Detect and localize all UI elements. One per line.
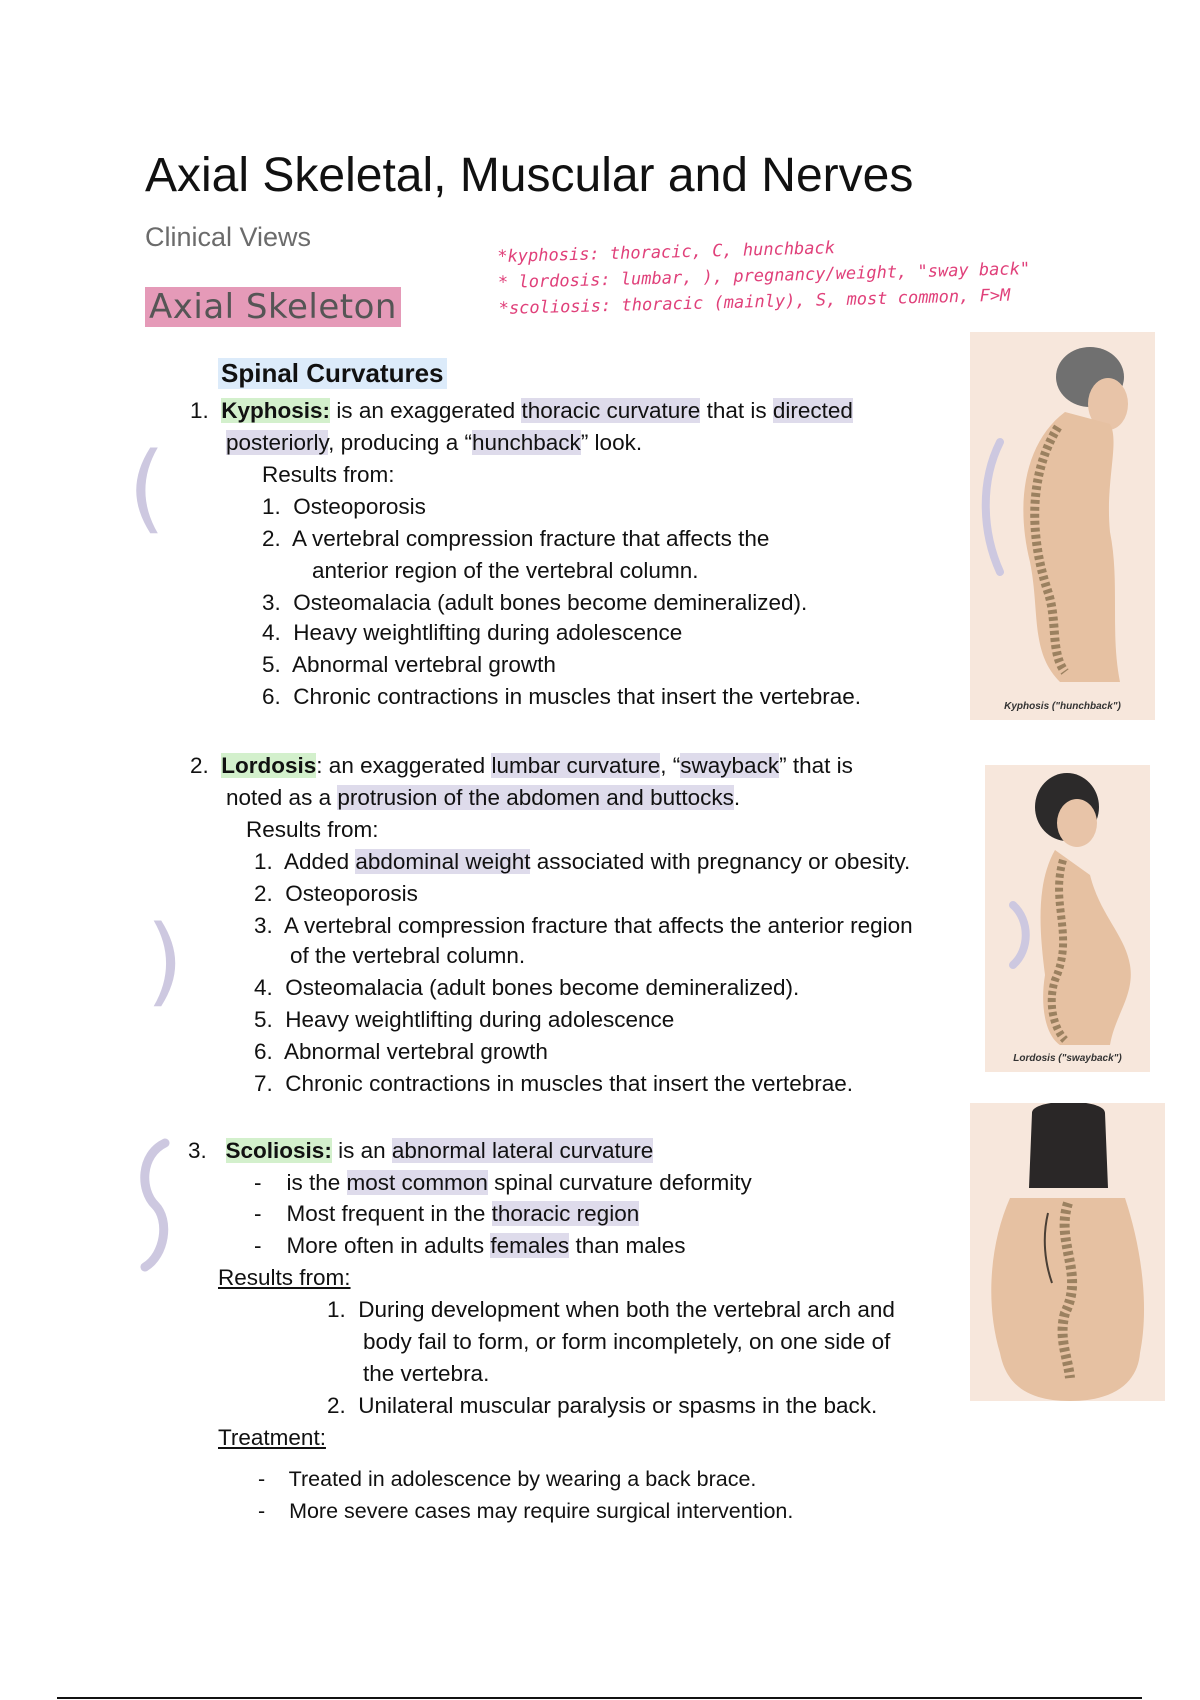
- list-item: - Treated in adolescence by wearing a back brace.: [258, 1467, 757, 1491]
- list-item: 3. Osteomalacia (adult bones become demineralized).: [262, 590, 808, 615]
- list-item: of the vertebral column.: [290, 943, 526, 968]
- paren-curve-doodle: ): [146, 905, 184, 1017]
- list-item: 6. Chronic contractions in muscles that insert the vertebrae.: [262, 684, 862, 709]
- list-item: 4. Osteomalacia (adult bones become demineralized).: [254, 975, 800, 1000]
- list-item: - More severe cases may require surgical intervention.: [258, 1499, 794, 1523]
- lordosis-line-1: 2. Lordosis: an exaggerated lumbar curvature, “swayback” that is: [190, 753, 853, 778]
- c-curve-doodle: (: [128, 432, 166, 544]
- list-item: 7. Chronic contractions in muscles that insert the vertebrae.: [254, 1071, 854, 1096]
- list-item: 1. During development when both the vertebral arch and: [327, 1297, 895, 1322]
- kyphosis-term: Kyphosis:: [221, 398, 331, 423]
- s-curve-doodle: [135, 1135, 175, 1275]
- list-item: the vertebra.: [363, 1361, 490, 1386]
- list-item: 4. Heavy weightlifting during adolescence: [262, 620, 683, 645]
- lordosis-term: Lordosis: [221, 753, 317, 778]
- kyphosis-figure: [970, 332, 1155, 720]
- kyphosis-line-1: 1. Kyphosis: is an exaggerated thoracic curvature that is directed: [190, 398, 853, 423]
- lordosis-illustration: [985, 765, 1150, 1045]
- section-heading: Axial Skeleton: [145, 287, 401, 327]
- list-item: 3. A vertebral compression fracture that affects the anterior region: [254, 913, 913, 938]
- list-item: - Most frequent in the thoracic region: [254, 1201, 640, 1226]
- list-item: 5. Abnormal vertebral growth: [262, 652, 556, 677]
- list-item: 1. Osteoporosis: [262, 494, 426, 519]
- list-item: anterior region of the vertebral column.: [312, 558, 699, 583]
- scoliosis-results-label: Results from:: [218, 1265, 351, 1290]
- note-lordosis: * lordosis: lumbar, ), pregnancy/weight, "sway back": [497, 259, 1031, 293]
- handwritten-notes: [497, 230, 1031, 322]
- kyphosis-caption: Kyphosis ("hunchback"): [1004, 701, 1121, 712]
- scoliosis-line-1: 3. Scoliosis: is an abnormal lateral curvature: [188, 1138, 654, 1163]
- list-item: 6. Abnormal vertebral growth: [254, 1039, 548, 1064]
- list-item: 5. Heavy weightlifting during adolescence: [254, 1007, 675, 1032]
- list-item: body fail to form, or form incompletely, on one side of: [363, 1329, 891, 1354]
- kyphosis-results-label: Results from:: [262, 462, 395, 487]
- page-title: Axial Skeletal, Muscular and Nerves: [145, 149, 914, 202]
- page-bottom-rule: [57, 1697, 1142, 1699]
- list-item: - More often in adults females than males: [254, 1233, 686, 1258]
- list-item: 2. A vertebral compression fracture that affects the: [262, 526, 770, 551]
- page-subtitle: Clinical Views: [145, 222, 312, 252]
- scoliosis-illustration: [970, 1103, 1165, 1401]
- scoliosis-treatment-label: Treatment:: [218, 1425, 326, 1450]
- scoliosis-figure: [970, 1103, 1165, 1401]
- scoliosis-term: Scoliosis:: [225, 1138, 332, 1163]
- list-item: 1. Added abdominal weight associated with pregnancy or obesity.: [254, 849, 911, 874]
- list-item: - is the most common spinal curvature deformity: [254, 1170, 752, 1195]
- note-scoliosis: *scoliosis: thoracic (mainly), S, most common, F>M: [498, 285, 1011, 319]
- lordosis-figure: [985, 765, 1150, 1072]
- lordosis-results-label: Results from:: [246, 817, 379, 842]
- kyphosis-illustration: [970, 332, 1155, 692]
- list-item: 2. Unilateral muscular paralysis or spasms in the back.: [327, 1393, 878, 1418]
- lordosis-caption: Lordosis ("swayback"): [1013, 1053, 1122, 1064]
- lordosis-line-2: noted as a protrusion of the abdomen and buttocks.: [226, 785, 741, 810]
- spinal-curvatures-heading: Spinal Curvatures: [218, 358, 447, 389]
- list-item: 2. Osteoporosis: [254, 881, 418, 906]
- kyphosis-line-2: posteriorly, producing a “hunchback” look.: [226, 430, 643, 455]
- note-kyphosis: *kyphosis: thoracic, C, hunchback: [497, 238, 836, 267]
